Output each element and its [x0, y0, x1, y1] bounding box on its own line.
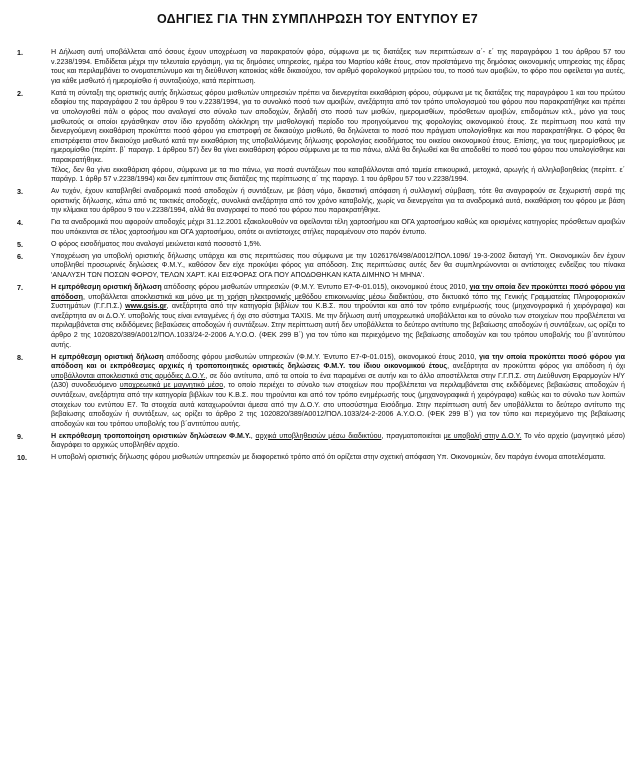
text-segment: υποβάλλονται αποκλειστικά στις αρμόδιες Δ.Ο.Υ. [51, 371, 206, 380]
instruction-item-7 [6, 283, 625, 350]
item-number: 8. [17, 352, 23, 362]
item-number: 1. [17, 48, 23, 57]
text-segment: , πραγματοποιείται [381, 431, 444, 440]
text-segment: Η εκπρόθεσμη τροποποίηση οριστικών δηλώσεων Φ.Μ.Υ. [51, 431, 251, 440]
item-number: 4. [17, 218, 23, 228]
item-number: 5. [17, 239, 23, 249]
text-segment: , σε δύο αντίτυπα, από τα οποία το ένα παραμένει σε αυτήν και το άλλο αποστέλλεται στην Γ.Γ.Π.Σ. στη Διεύθυνση Εφαρμογών Η/Υ (Δ30) συνοδευόμενο [51, 371, 625, 390]
item-text: Υποχρέωση για υποβολή οριστικής δήλωσης υπάρχει και στις περιπτώσεις που σύμφωνα με την 1026176/498/Α0012/ΠΟΛ.1096/ 19-3-2002 διαταγή Υπ. Οικονομικών δεν έχουν υποβληθεί προσωρινές δηλώσεις Φ.Μ.Υ., καθόσον δεν είχε προκύψει φόρος για απόδοση. Στις περιπτώσεις αυτές δεν θα συμπληρώνονται οι αντίστοιχες ενδείξεις του πίνακα 'ΑΝΑΛΥΣΗ ΤΩΝ ΠΟΣΩΝ ΦΟΡΟΥ, ΤΕΛΩΝ ΧΑΡΤ. ΚΑΙ ΕΙΣΦΟΡΑΣ ΟΓΑ ΠΟΥ ΑΠΟΔΟΘΗΚΑΝ ΚΑΤΑ ΔΙΜΗΝΟ Ή ΜΗΝΑ'. [51, 251, 625, 280]
text-segment: , το οποίο περιέχει το σύνολο των στοιχείων που προβλέπεται να περιλαμβάνεται στις εκδιδόμενες βεβαιώσεις αποδοχών ή συντάξεων, ανεξάρτητα από την κατηγορία βιβλίων του Κ.Β.Σ. που τηρούνται και από τον τρόπο ενημέρωσής τους (μηχανογραφικά ή χειρόγραφα) καθώς και το σύνολο των λοιπών στοιχείων του εντύπου Ε7. Τα στοιχεία αυτά καταχωρούνται άμεσα από την Δ.Ο.Υ. στο υποσύστημα Εισόδημα. Στην περίπτωση αυτή δεν υποβάλλεται το δεύτερο αντίτυπο της βεβαίωσης αποδοχών ή συντάξεων, ως ορίζει το άρθρο 2 της 1020820/389/Α0012/ΠΟΛ.1033/24-2-2006 Α.Υ.Ο.Ο. (ΦΕΚ 299 Β΄) για τον τύπο και περιεχόμενο της βεβαίωσης αποδοχών και του τρόπου υποβολής του β΄αντιτύπου αυτής. [51, 381, 625, 428]
item-text: Η υποβολή οριστικής δήλωσης φόρου μισθωτών υπηρεσιών με διαφορετικό τρόπο από ότι ορίζεται στην σχετική απόφαση Υπ. Οικονομικών, δεν παράγει έννομα αποτελέσματα. [51, 453, 606, 462]
item-text [51, 353, 625, 430]
text-segment: , [250, 431, 256, 440]
text-segment: για την οποία δεν προκύπτει ποσό φόρου για απόδοση [51, 283, 626, 301]
item-text: Η Δήλωση αυτή υποβάλλεται από όσους έχουν υποχρέωση να παρακρατούν φόρο, σύμφωνα με τις διατάξεις των περιπτώσεων α΄- ε΄ της παραγράφου 1 του άρθρου 57 του ν.2238/1994. Επιδίδεται μέχρι την τελευταία εργάσιμη, για τις δημόσιες υπηρεσίες, ημέρα του Μαρτίου κάθε έτους, στον προϊστάμενο της δημόσιας οικονομικής υπηρεσίας της έδρας τους και περιλαμβάνει το ονοματεπώνυμο και τη διεύθυνση κατοικίας κάθε δικαιούχου, τον αριθμό φορολογικού μητρώου του, το ποσό των αμοιβών, το φόρο που οφείλεται για αυτές, για κάθε μισθωτό ή ημερομίσθιο ή συνταξιούχο, κατά περίπτωση. [51, 48, 625, 85]
text-segment: για την οποία προκύπτει ποσό φόρου για απόδοση και οι εκπρόθεσμες αρχικές ή τροποποιητικές οριστικές δηλώσεις Φ.Μ.Υ. του ίδιου οικονομικού έτους [51, 352, 626, 371]
item-text: Αν τυχόν, έχουν καταβληθεί αναδρομικά ποσά αποδοχών ή συντάξεων, με βάση νόμο, δικαστική απόφαση ή συλλογική σύμβαση, τότε θα αναγραφούν σε ξεχωριστή σειρά της οριστικής δήλωσης, κάτω από τις τακτικές αποδοχές, συνολικά ανεξάρτητα από τον χρόνο καταβολής, χωρίς να διενεργείται για τα αναδρομικά αυτά, εκκαθάριση του φόρου με βάση την κλίμακα του άρθρου 9 του ν.2238/1994, αλλά θα αναγραφεί το ποσό του φόρου που παρακρατήθηκε. [51, 187, 625, 215]
instruction-item-8 [6, 353, 625, 430]
text-segment: , ανεξάρτητα αν προκύπτει φόρος για απόδοση ή όχι [447, 362, 625, 371]
item-text: Κατά τη σύνταξη της οριστικής αυτής δηλώσεως φόρου μισθωτών υπηρεσιών πρέπει να διενεργείται εκκαθάριση φόρου, σύμφωνα με τις διατάξεις της παραγράφου 1 και του πρώτου εδαφίου της παραγράφου 2 του άρθρου 9 του ν.2238/1994, για το συνολικό ποσό των αμοιβών, ανεξάρτητα από τον τρόπο υπολογισμού του φόρου που παρακρατήθηκε και πρέπει να υπολογισθεί πάλι ο φόρος που αναλογεί στο σύνολο των αποδοχών, δηλαδή στο ποσό των μισθών, ημερομισθίων, πρόσθετων αμοιβών, επιδομάτων κτλ., μόνο για τους μισθωτούς οι οποίοι εργάσθηκαν στον ίδιο εργοδότη ολόκληρη την μισθολογική περίοδο του προηγούμενου της φορολογίας οικονομικού έτους. Σε περίπτωση που κατά την διενεργούμενη εκκαθάριση προκύπτει ποσό φόρου για επιστροφή σε δικαιούχο μισθωτό, θα δηλώνεται το ποσό που πράγματι υπολογίσθηκε και που παρακρατήθηκε. Ο φόρος θα επιστρέφεται στον δικαιούχο μισθωτό κατά την εκκαθάριση της υποβαλλόμενης δήλωσης φορολογίας εισοδήματος του οικείου οικονομικού έτους. Επίσης, για τους ημερομίσθιους με ημερομίσθιο (περίπτ. β΄ παραγρ. 1 άρθρου 57) δεν θα γίνει εκκαθάριση φόρου σύμφωνα με τα πιο πάνω, αλλά θα δηλωθεί και θα αποδοθεί το ποσό του φόρου που υπολογίσθηκε και παρακρατήθηκε. [51, 88, 625, 164]
text-segment: αρχικά υποβληθεισών μέσω διαδικτύου [255, 431, 382, 440]
item-number: 10. [17, 453, 27, 463]
text-segment: , στο δικτυακό τόπο της Γενικής Γραμματείας Πληροφοριακών Συστημάτων (Γ.Γ.Π.Σ.) [51, 292, 625, 311]
instruction-item-3 [6, 187, 625, 216]
text-segment: με υποβολή στην Δ.Ο.Υ. [443, 431, 522, 440]
text-segment: αποκλειστικά και μόνο με τη χρήση ηλεκτρονικής μεθόδου επικοινωνίας μέσω διαδικτύου [130, 292, 423, 301]
instruction-item-9 [6, 432, 625, 451]
item-text: Τέλος, δεν θα γίνει εκκαθάριση φόρου, σύμφωνα με τα πιο πάνω, για ποσά συντάξεων που καταβάλλονται από ταμεία επικουρικά, μετοχικά, αρωγής ή αλληλοβοηθείας (περίπτ. ε΄ παράγρ. 1 άρθρ 57 ν.2238/1994) και δεν εμπίπτουν στις διατάξεις της περίπτωσης α΄ της παραγρ. 1 του άρθρου 57 του ν.2238/1994. [51, 165, 625, 184]
gsis-link[interactable]: www.gsis.gr [125, 302, 167, 311]
item-text: Για τα αναδρομικά που αφορούν αποδοχές μέχρι 31.12.2001 εξακολουθούν να οφείλονται τέλη χαρτοσήμου και ΟΓΑ χαρτοσήμου καθώς και ορισμένες κατηγορίες πρόσθετων αμοιβών που υπόκεινται σε τέλος χαρτοσήμου και ΟΓΑ χαρτοσήμου, οπότε οι αντίστοιχες στήλες παραμένουν στο παρόν έντυπο. [51, 218, 625, 236]
instruction-item-10 [6, 453, 625, 463]
instruction-item-5 [6, 240, 625, 250]
instruction-list [6, 48, 625, 465]
instruction-item-2 [6, 89, 625, 185]
text-segment: Η εμπρόθεσμη οριστική δήλωση [51, 352, 164, 361]
instruction-item-4 [6, 218, 625, 237]
text-segment: , υποβάλλεται [82, 292, 131, 301]
instruction-item-6 [6, 252, 625, 281]
item-number: 9. [17, 431, 23, 441]
item-number: 3. [17, 187, 23, 197]
item-text [51, 283, 625, 350]
text-segment: , ανεξάρτητα από την κατηγορία βιβλίων του Κ.Β.Σ. που τηρούνται και από τον τρόπο ενημέρωσής τους (μηχανογραφικά ή χειρόγραφα) και ανεξάρτητα αν οι Δ.Ο.Υ. υποβολής τους είναι ενταγμένες ή όχι στο σύστημα TAXIS. Με την δήλωση αυτή υποχρεωτικά υποβάλλεται και το σύνολο των στοιχείων που προβλέπεται να περιλαμβάνεται στις εκδιδόμενες βεβαιώσεις αποδοχών ή συντάξεων. Στην περίπτωση αυτή δεν υποβάλλεται το δεύτερο αντίτυπο της βεβαίωσης αποδοχών ή συντάξεων, ως ορίζει το άρθρο 2 της 1020820/389/Α0012/ΠΟΛ.1033/24-2-2006 Α.Υ.Ο.Ο. (ΦΕΚ 299 Β΄) για τον τύπο και περιεχόμενο της βεβαίωσης αποδοχών και του τρόπου υποβολής του β΄αντιτύπου αυτής. [51, 302, 625, 349]
item-number: 7. [17, 283, 23, 292]
item-text [51, 432, 625, 451]
text-segment: απόδοσης φόρου μισθωτών υπηρεσιών (Φ.Μ.Υ. Έντυπο Ε7-Φ-01.015), οικονομικού έτους 2010, [161, 283, 470, 291]
item-text: Ο φόρος εισοδήματος που αναλογεί μειώνεται κατά ποσοστό 1,5%. [51, 239, 262, 248]
item-number: 6. [17, 251, 23, 261]
item-number: 2. [17, 88, 23, 98]
text-segment: υποχρεωτικά με μαγνητικό μέσο [119, 381, 224, 390]
text-segment: Το νέο αρχείο (μαγνητικό μέσο) διαγράφει το αρχικώς υποβληθέν αρχείο. [51, 431, 626, 450]
instruction-item-1 [6, 48, 625, 86]
text-segment: απόδοσης φόρου μισθωτών υπηρεσιών (Φ.Μ.Υ. Έντυπο Ε7-Φ-01.015), οικονομικού έτους 2010, [163, 352, 480, 361]
text-segment: Η εμπρόθεσμη οριστική δήλωση [51, 283, 162, 291]
page-title: ΟΔΗΓΙΕΣ ΓΙΑ ΤΗΝ ΣΥΜΠΛΗΡΩΣΗ ΤΟΥ ΕΝΤΥΠΟΥ Ε7 [156, 12, 479, 26]
